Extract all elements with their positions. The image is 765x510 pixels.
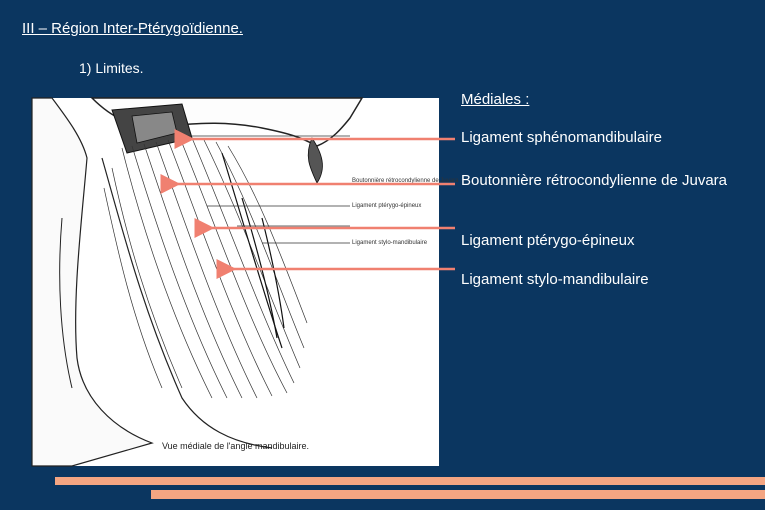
figure-label-pterygo: Ligament ptérygo-épineux xyxy=(352,203,422,209)
figure-label-stylo: Ligament stylo-mandibulaire xyxy=(352,240,428,246)
accent-bar-lower xyxy=(151,490,765,499)
accent-bar-upper xyxy=(55,477,765,485)
item-pterygo-spinous: Ligament ptérygo-épineux xyxy=(461,232,635,249)
figure-label-juvara: Boutonnière rétrocondylienne de Juvara xyxy=(352,178,459,184)
item-juvara: Boutonnière rétrocondylienne de Juvara xyxy=(461,172,728,189)
slide-subtitle: 1) Limites. xyxy=(79,60,144,76)
item-stylo-mandibular: Ligament stylo-mandibulaire xyxy=(461,271,649,288)
figure-caption: Vue médiale de l'angle mandibulaire. xyxy=(162,441,309,451)
medial-heading: Médiales : xyxy=(461,91,530,108)
item-sphenomandibular: Ligament sphénomandibulaire xyxy=(461,129,662,146)
slide-title: III – Région Inter-Ptérygoïdienne. xyxy=(22,20,243,37)
